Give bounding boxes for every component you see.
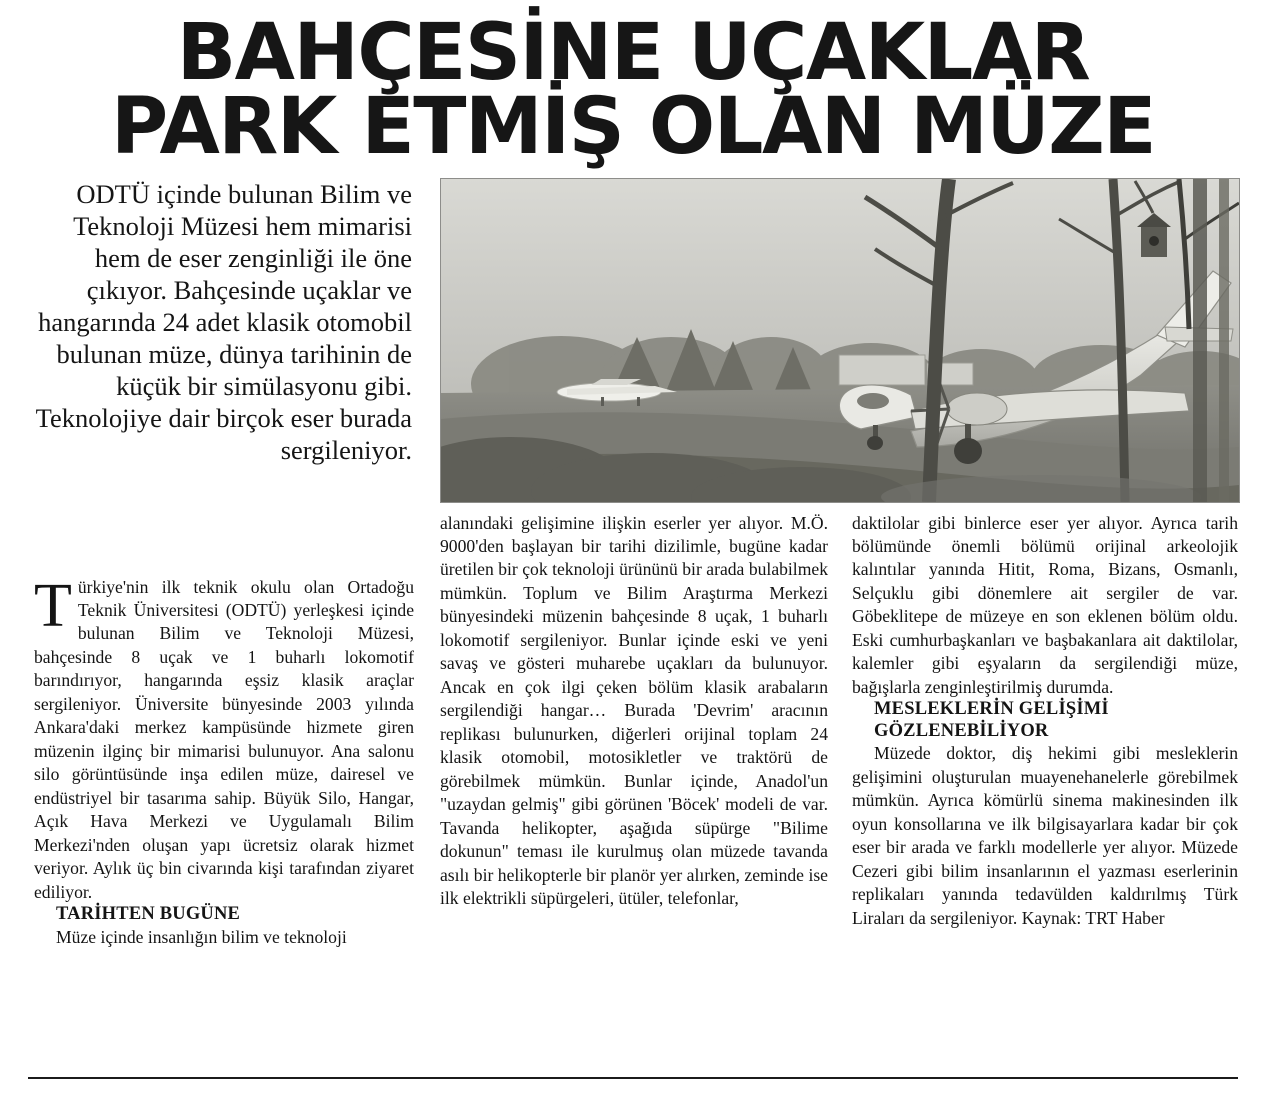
column2-paragraph-1: alanındaki gelişimine ilişkin eserler yer alıyor. M.Ö. 9000'den başlayan bir tarihi dizilimle, bugüne kadar üretilen bir çok teknoloji ürününü bir arada bulabilmek mümkün. Toplum ve Bilim Araştırma Merkezi bünyesindeki müzenin bahçesinde 8 uçak, 1 buharlı lokomotif sergileniyor. Bunlar içinde eski ve yeni savaş ve gösteri muharebe uçakları da bulunuyor. Ancak en çok ilgi çeken bölüm klasik arabaların sergilendiği hangar… Burada 'Devrim' aracının replikası bulunurken, diğerleri orijinal toplam 24 klasik otomobil, motosikletler ve traktörü de görebilmek mümkün. Bunlar içinde, Anadol'un "uzaydan gelmiş" gibi görünen 'Böcek' modeli de var. Tavanda helikopter, aşağıda süpürge "Bilime dokunun" teması ile kurulmuş olan müzede tavanda asılı bir helikopterle bir planör yer alırken, zeminde ise ilk elektrikli süpürgeleri, ütüler, telefonlar,: [440, 512, 828, 909]
column3-paragraph-2: Müzede doktor, diş hekimi gibi mesleklerin gelişimini oluşturulan muayenehanelerle görebilmek mümkün. Ayrıca kömürlü sinema makinesinden ilk oyun konsollarına ve ilk bilgisayarlara kadar bir çok eser bir arada ve farklı modellerle yer alıyor. Müzede Cezeri gibi bilim insanlarının el yazması eserlerinin replikaları yanında tedavülden kaldırılmış Türk Liraları da sergileniyor. Kaynak: TRT Haber: [852, 743, 1238, 928]
article-body: [28, 178, 1238, 1038]
column3-subhead-line-1: MESLEKLERİN GELİŞİMİ: [874, 699, 1109, 720]
page-title: [28, 0, 1238, 172]
column1-paragraph-2: Müze içinde insanlığın bilim ve teknoloji: [56, 926, 347, 947]
lead-paragraph: ODTÜ içinde bulunan Bilim ve Teknoloji Müzesi hem mimarisi hem de eser zenginliği ile öne çıkıyor. Bahçesinde uçaklar ve hangarında 24 adet klasik otomobil bulunan müze, dünya tarihinin de küçük bir simülasyonu gibi. Teknolojiye dair birçok eser burada sergileniyor.: [35, 178, 412, 465]
bottom-divider: [28, 1077, 1238, 1079]
column3-subhead-line-2: GÖZLENEBİLİYOR: [874, 720, 1049, 741]
headline-line-2: PARK ETMİŞ OLAN MÜZE: [110, 81, 1156, 172]
column1-paragraph-1: Türkiye'nin ilk teknik okulu olan Ortadoğu Teknik Üniversitesi (ODTÜ) yerleşkesi içinde bulunan Bilim ve Teknoloji Müzesi, bahçesinde 8 uçak ve 1 buharlı lokomotif barındırıyor, hangarında eşsiz klasik araçlar sergileniyor. Üniversite bünyesinde 2003 yılında Ankara'daki merkez kampüsünde hizmete giren müzenin ilginç bir mimarisi bulunuyor. Ana salonu silo görüntüsünde inşa edilen müze, dairesel ve endüstriyel bir tasarıma sahip. Büyük Silo, Hangar, Açık Hava Merkezi ve Uygulamalı Bilim Merkezi'nden oluşan yapı ücretsiz olarak hizmet veriyor. Aylık üç bin civarında kişi tarafından ziyaret ediliyor.: [34, 571, 414, 902]
headline-line-1: BAHÇESİNE UÇAKLAR: [176, 8, 1090, 98]
article-column-1: [34, 571, 414, 950]
article-column-3: [852, 512, 1238, 931]
column3-paragraph-1: daktilolar gibi binlerce eser yer alıyor. Ayrıca tarih bölümünde önemli bölümü orijinal arkeolojik kalıntılar yanında Hitit, Roma, Bizans, Osmanlı, Selçuklu gibi dönemlere ait sergiler de var. Göbeklitepe de müzeye en son eklenen bölüm oldu. Eski cumhurbaşkanları ve başbakanlara ait daktilolar, kalemler gibi eşyaların da sergilendiği müze, bağışlarla zenginleştirilmiş durumda.: [852, 512, 1238, 697]
column1-subhead: TARİHTEN BUGÜNE: [56, 904, 241, 925]
museum-garden-aircraft-photo: [440, 178, 1240, 503]
article-column-2: [440, 512, 828, 911]
